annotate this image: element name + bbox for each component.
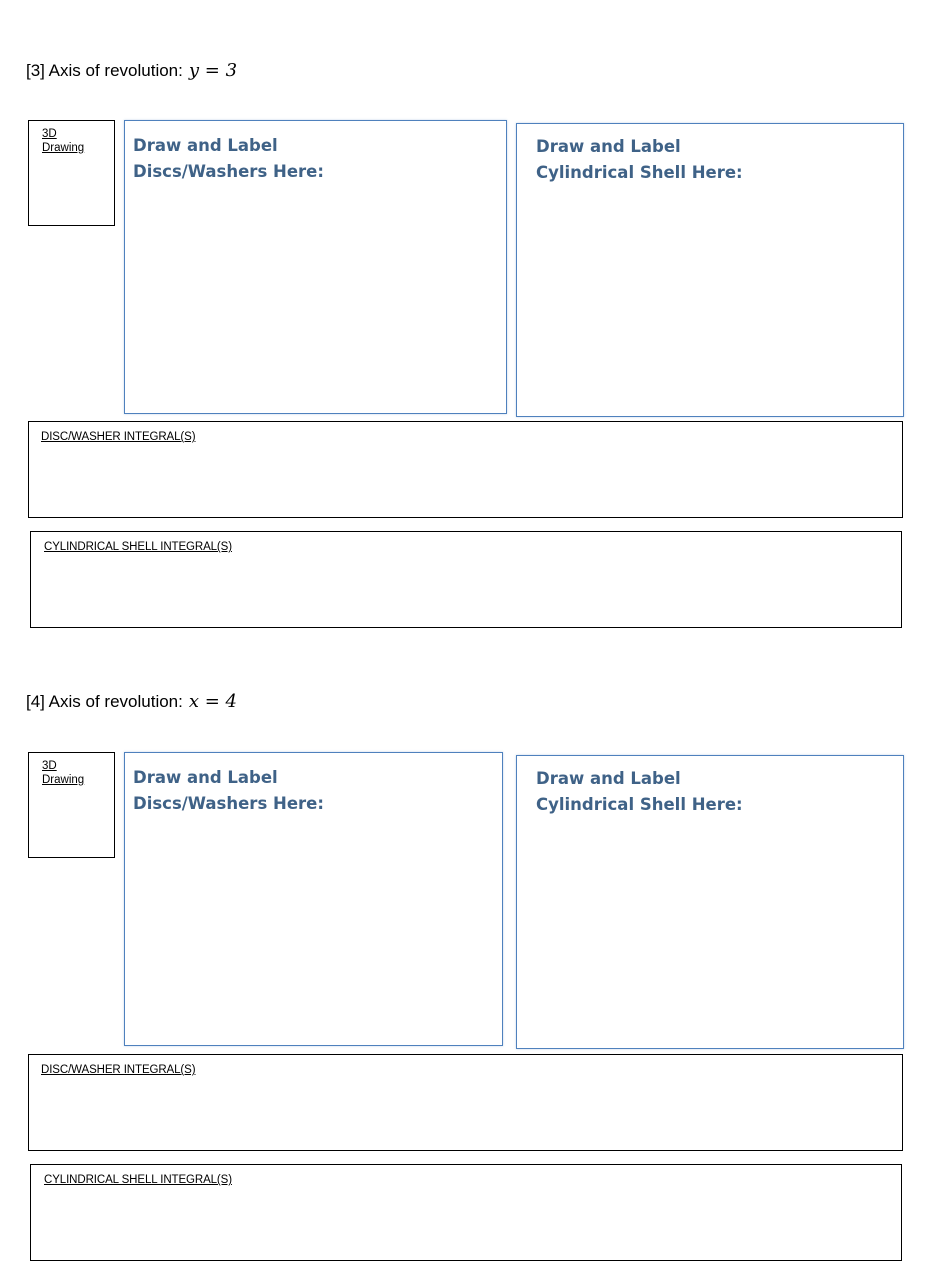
problem-4-header bbox=[26, 691, 237, 712]
problem-4-cylindrical-shell-integral-label: CYLINDRICAL SHELL INTEGRAL(S) bbox=[44, 1174, 232, 1186]
problem-3-cylindrical-shell-integral-label: CYLINDRICAL SHELL INTEGRAL(S) bbox=[44, 541, 232, 553]
problem-4-cylindrical-shell-title: Draw and Label Cylindrical Shell Here: bbox=[536, 769, 743, 814]
problem-3-cylindrical-shell-drawing-area[interactable] bbox=[516, 123, 904, 417]
problem-3-disc-washer-integral-box[interactable] bbox=[28, 421, 903, 518]
problem-4-disc-washer-integral-label: DISC/WASHER INTEGRAL(S) bbox=[41, 1064, 196, 1076]
problem-4-header-text: [4] Axis of revolution: bbox=[26, 692, 183, 711]
problem-4-3d-drawing-box[interactable] bbox=[28, 752, 115, 858]
problem-3-3d-drawing-box[interactable] bbox=[28, 120, 115, 226]
problem-3-axis-equation: y = 3 bbox=[188, 60, 238, 81]
problem-3-header-text: [3] Axis of revolution: bbox=[26, 61, 183, 80]
problem-4-disc-washer-integral-box[interactable] bbox=[28, 1054, 903, 1151]
problem-3-cylindrical-shell-integral-box[interactable] bbox=[30, 531, 902, 628]
problem-4-disc-washer-title: Draw and Label Discs/Washers Here: bbox=[133, 768, 324, 813]
problem-4-3d-drawing-label: 3D Drawing bbox=[42, 760, 85, 786]
problem-4-cylindrical-shell-drawing-area[interactable] bbox=[516, 755, 904, 1049]
problem-3-3d-drawing-label: 3D Drawing bbox=[42, 128, 85, 154]
problem-3-disc-washer-integral-label: DISC/WASHER INTEGRAL(S) bbox=[41, 431, 196, 443]
problem-3-disc-washer-title: Draw and Label Discs/Washers Here: bbox=[133, 136, 324, 181]
problem-4-axis-equation: x = 4 bbox=[188, 691, 238, 712]
problem-3-disc-washer-drawing-area[interactable] bbox=[124, 120, 507, 414]
problem-3-cylindrical-shell-title: Draw and Label Cylindrical Shell Here: bbox=[536, 137, 743, 182]
problem-3-header bbox=[26, 60, 237, 81]
problem-4-cylindrical-shell-integral-box[interactable] bbox=[30, 1164, 902, 1261]
problem-4-disc-washer-drawing-area[interactable] bbox=[124, 752, 503, 1046]
